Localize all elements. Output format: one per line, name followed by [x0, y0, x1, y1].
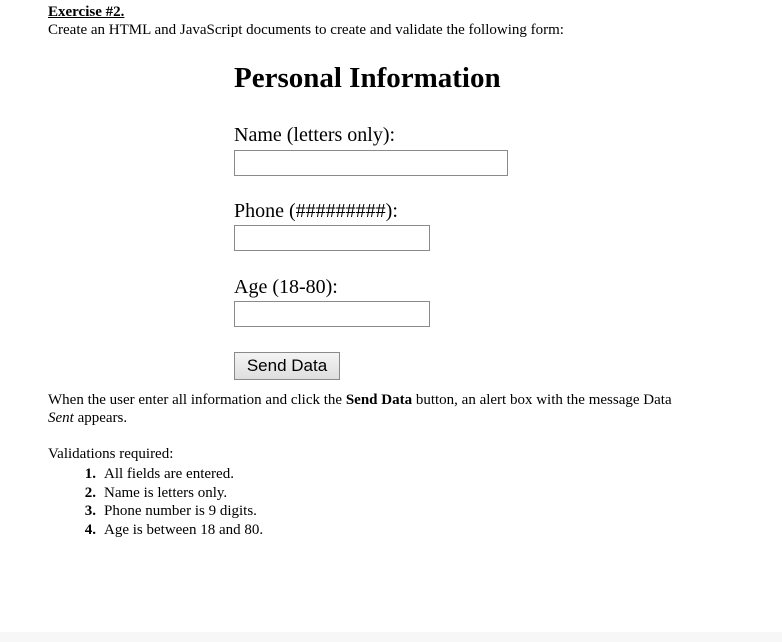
list-item-number: 4. — [84, 521, 96, 538]
description-button-ref: Send Data — [345, 392, 413, 408]
name-input[interactable] — [234, 150, 508, 176]
list-item-text: Age is between 18 and 80. — [104, 521, 264, 538]
description-part2: button, an alert box with the message — [412, 392, 644, 408]
list-item-text: Phone number is 9 digits. — [104, 503, 257, 519]
list-item-number: 2. — [84, 484, 96, 501]
list-item-text: All fields are entered. — [104, 466, 234, 482]
validations-heading: Validations required: — [48, 446, 174, 462]
send-data-button[interactable]: Send Data — [234, 352, 340, 380]
age-label: Age (18-80): — [234, 276, 338, 298]
phone-input[interactable] — [234, 225, 430, 251]
list-item-number: 3. — [84, 503, 96, 519]
list-item — [48, 465, 263, 484]
exercise-title: Exercise #2. — [48, 4, 125, 20]
list-item-text: Name is letters only. — [104, 484, 228, 501]
list-item-number: 1. — [84, 466, 96, 482]
intro-text: Create an HTML and JavaScript documents to create and validate the following form: — [48, 22, 564, 38]
validation-list — [48, 465, 263, 539]
age-input[interactable] — [234, 301, 430, 327]
description-part3: appears. — [73, 410, 128, 426]
description-message-word1: Data — [643, 392, 672, 408]
bottom-strip — [0, 632, 782, 642]
form-screenshot — [232, 62, 532, 382]
description-text — [48, 391, 738, 427]
list-item — [48, 502, 263, 521]
description-part1: When the user enter all information and click the — [48, 392, 346, 408]
description-message-word2: Sent — [48, 410, 74, 426]
name-label: Name (letters only): — [234, 124, 396, 146]
list-item — [48, 484, 263, 503]
form-title: Personal Information — [234, 62, 501, 94]
phone-label: Phone (#########): — [234, 200, 398, 222]
list-item — [48, 521, 263, 540]
